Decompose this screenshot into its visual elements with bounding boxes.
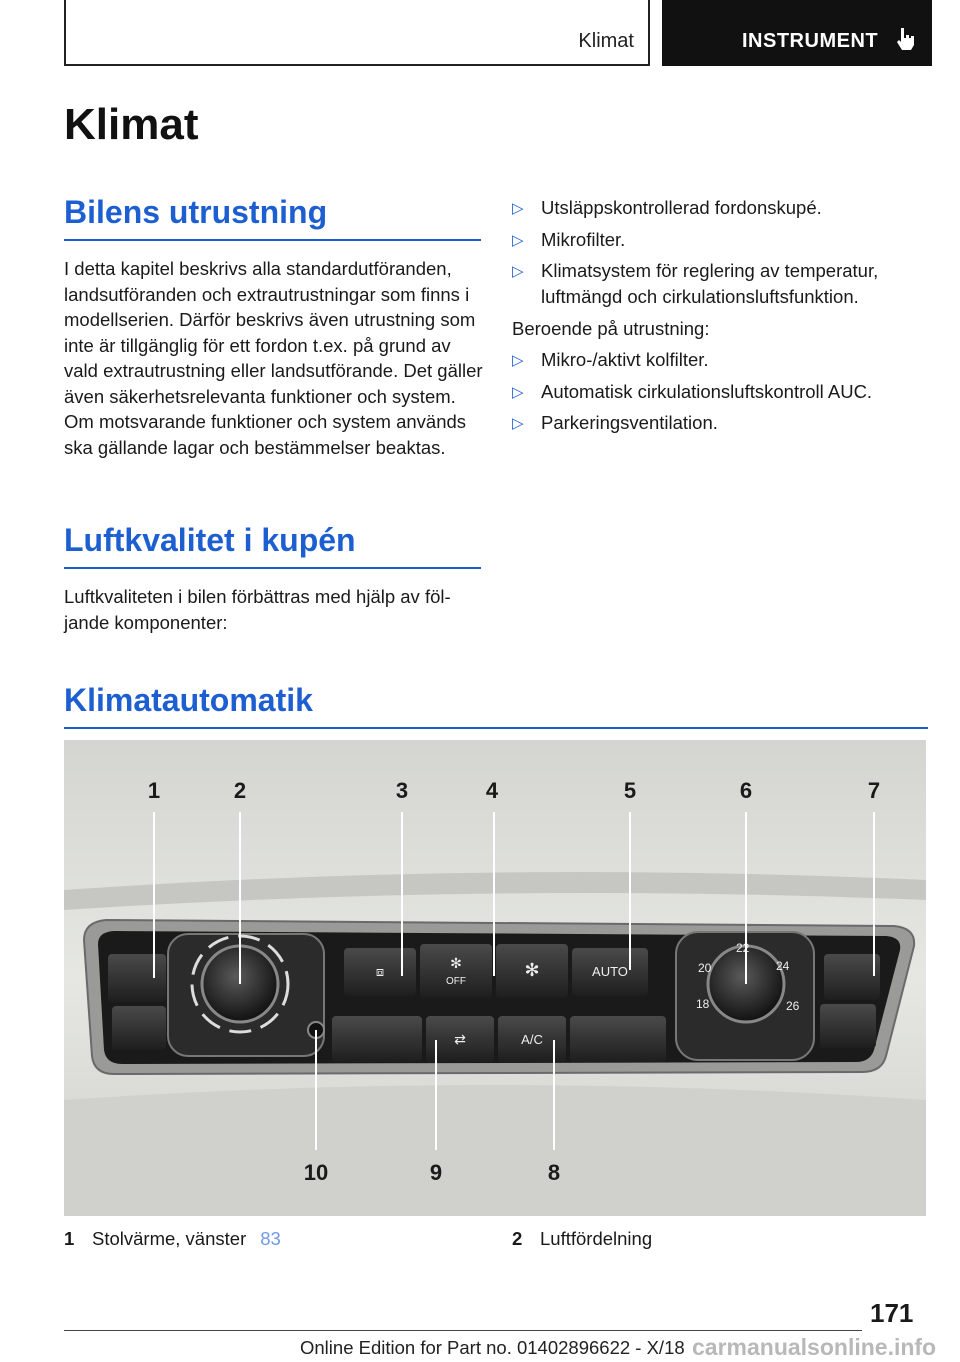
component-list [512, 195, 932, 315]
legend-item-2: 2 Luftfördelning [512, 1228, 653, 1249]
callout-5: 5 [623, 778, 637, 803]
climate-panel-illustration [64, 740, 926, 1216]
callout-9: 9 [429, 1160, 443, 1185]
svg-text:22: 22 [736, 941, 750, 955]
watermark: carmanualsonline.info [692, 1334, 937, 1360]
callout-6: 6 [739, 778, 753, 803]
callout-3: 3 [395, 778, 409, 803]
heading-klimatautomatik: Klimatautomatik [64, 682, 928, 729]
triangle-bullet-icon: ▷ [512, 263, 524, 280]
footer-text: Online Edition for Part no. 01402896622 - X/18 [300, 1337, 685, 1358]
svg-text:✻: ✻ [450, 956, 462, 972]
callout-4: 4 [485, 778, 499, 803]
triangle-bullet-icon: ▷ [512, 231, 524, 249]
triangle-bullet-icon: ▷ [512, 200, 524, 217]
svg-text:26: 26 [786, 999, 800, 1013]
heading-luftkvalitet: Luftkvalitet i kupén [64, 522, 481, 569]
section-label: INSTRUMENT [742, 30, 879, 52]
list-item: ▷ Automatisk cirkulationsluftskontroll AUC. [512, 379, 932, 405]
callout-10: 10 [303, 1160, 329, 1185]
triangle-bullet-icon: ▷ [512, 383, 524, 401]
optional-component-list [512, 347, 932, 442]
svg-text:18: 18 [696, 997, 710, 1011]
svg-text:⇄: ⇄ [454, 1032, 466, 1048]
svg-text:⧈: ⧈ [375, 965, 385, 980]
list-item: ▷ Parkeringsventilation. [512, 410, 932, 436]
heading-bilens-utrustning: Bilens utrustning [64, 194, 481, 241]
page-number: 171 [870, 1298, 914, 1328]
page-title: Klimat [64, 100, 199, 149]
triangle-bullet-icon: ▷ [512, 415, 524, 432]
optional-intro: Beroende på utrustning: [512, 318, 710, 339]
paragraph-luftkvalitet: Luftkvaliteten i bilen förbättras med hjälp av följande komponenter: [64, 586, 451, 633]
hand-pointer-icon [894, 26, 918, 52]
climate-panel-figure [64, 740, 926, 1216]
off-label: OFF [446, 976, 466, 987]
section-tab [662, 0, 932, 66]
legend-item-1: 1 Stolvärme, vänster 83 [64, 1228, 281, 1249]
callout-7: 7 [867, 778, 881, 803]
page-reference-link[interactable]: 83 [260, 1228, 281, 1249]
chapter-label: Klimat [578, 30, 634, 52]
list-item: ▷ Mikro-/aktivt kolfilter. [512, 347, 932, 373]
callout-1: 1 [147, 778, 161, 803]
auto-label: AUTO [592, 964, 628, 979]
list-item: ▷ Utsläppskontrollerad fordonskupé. [512, 195, 932, 221]
triangle-bullet-icon: ▷ [512, 352, 524, 369]
svg-text:20: 20 [698, 961, 712, 975]
ac-label: A/C [521, 1032, 543, 1047]
list-item: ▷ Klimatsystem för reglering av temperatur, luftmängd och cirkulationsluftsfunktion. [512, 260, 879, 307]
list-item: ▷ Mikrofilter. [512, 227, 932, 253]
svg-text:✻: ✻ [524, 960, 540, 981]
svg-text:24: 24 [776, 959, 790, 973]
paragraph-bilens-utrustning: I detta kapitel beskrivs alla standardutföranden, landsutföranden och extrautrustningar som finns i modellserien. Därför beskrivs även utrustning som inte är tillgänglig för ett fordon t.ex. på grund av vald extrautrustning eller landsutförande. Det gäller även säkerhetsrelevanta funktioner och system. Om motsvarande funktioner och system används ska gällande lagar och bestämmelser beaktas. [64, 258, 483, 458]
chapter-tab [64, 0, 650, 66]
callout-2: 2 [233, 778, 247, 803]
footer-divider [64, 1330, 862, 1331]
callout-8: 8 [547, 1160, 561, 1185]
